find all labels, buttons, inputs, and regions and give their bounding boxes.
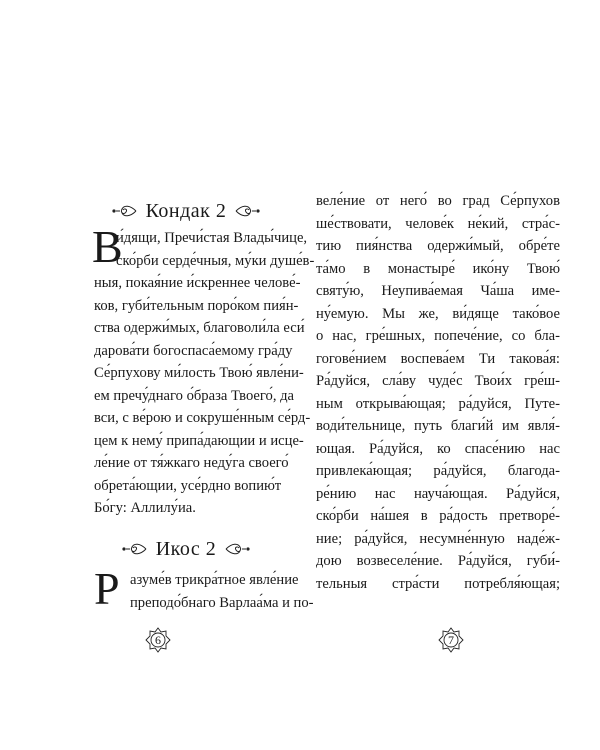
right-line: Ра́дуйся, сла́ву чуде́с Твои́х гре́ш- bbox=[316, 373, 560, 389]
page-number-value: 7 bbox=[448, 633, 454, 647]
kondak-line: обрета́ющии, усе́рдно вопию́т bbox=[94, 477, 282, 494]
right-line: о нас, гре́шных, попече́ние, со бла- bbox=[316, 328, 560, 344]
kondak-dropcap: В bbox=[92, 221, 123, 272]
kondak-line: ныя, покая́ние и́скреннее челове́- bbox=[94, 275, 301, 291]
right-line: води́тельнице, путь благи́й им явля́- bbox=[316, 418, 560, 434]
right-ornament-icon bbox=[234, 204, 262, 218]
right-line: ско́рби на́шея в ра́дость претворе́- bbox=[316, 508, 560, 524]
ikos-line: азуме́в трикра́тное явле́ние bbox=[130, 572, 299, 588]
kondak-line: цем к нему́ припа́дающии и исце- bbox=[94, 432, 304, 449]
right-line: ющая. Ра́дуйся, ко спасе́нию нас bbox=[316, 440, 560, 457]
left-ornament-icon bbox=[120, 542, 148, 556]
right-line: веле́ние от него́ во град Се́рпухов bbox=[316, 193, 560, 209]
right-line: привлека́ющая; ра́дуйся, благода- bbox=[316, 463, 560, 479]
ikos-line: преподо́бнаго Варлаа́ма и по- bbox=[130, 594, 314, 611]
kondak-line: дарова́ти богоспаса́емому гра́ду bbox=[94, 342, 293, 359]
ikos-title: Икос 2 bbox=[155, 537, 217, 560]
right-ornament-icon bbox=[224, 542, 252, 556]
right-line: ну́емую. Мы же, ви́дяще тако́вое bbox=[316, 305, 560, 322]
kondak-line: и́дящи, Пречи́стая Влады́чице, bbox=[116, 230, 308, 246]
right-page-text bbox=[316, 190, 560, 595]
ikos-heading bbox=[96, 536, 276, 562]
page-number-right bbox=[438, 627, 464, 653]
right-line: святу́ю, Неупива́емая Ча́ша име- bbox=[316, 283, 560, 299]
ikos-text bbox=[94, 569, 314, 614]
right-line: ние; ра́дуйся, несумне́нную наде́ж- bbox=[316, 530, 560, 547]
right-line: дою возвеселе́ние. Ра́дуйся, губи́- bbox=[316, 553, 560, 569]
kondak-text bbox=[94, 227, 315, 520]
kondak-title: Кондак 2 bbox=[145, 199, 227, 222]
kondak-line: ем пречу́днаго о́браза Твоего́, да bbox=[94, 387, 295, 404]
right-line: ре́нию нас науча́ющая. Ра́дуйся, bbox=[316, 485, 560, 502]
kondak-heading bbox=[96, 198, 276, 224]
right-line: ным открыва́ющая; ра́дуйся, Путе- bbox=[316, 395, 560, 412]
kondak-line: Бо́гу: Аллилу́иа. bbox=[94, 500, 196, 516]
right-line: тию пия́нства одержи́мый, обре́те bbox=[316, 238, 560, 254]
ikos-dropcap: Р bbox=[94, 563, 120, 614]
right-line: та́мо в монастыре́ ико́ну Твою́ bbox=[316, 260, 560, 277]
kondak-line: Се́рпухову ми́лость Твою́ явле́ни- bbox=[94, 365, 304, 381]
kondak-line: ства одержи́мых, благоволи́ла еси́ bbox=[94, 320, 305, 336]
kondak-line: вси, с ве́рою и сокруше́нным се́рд- bbox=[94, 410, 311, 426]
page-number-left bbox=[145, 627, 171, 653]
page-number-value: 6 bbox=[155, 633, 161, 647]
right-line: ше́ствовати, челове́к не́кий, стра́с- bbox=[316, 215, 560, 232]
kondak-line: ско́рби серде́чныя, му́ки душе́в- bbox=[116, 252, 315, 269]
left-ornament-icon bbox=[110, 204, 138, 218]
kondak-line: ков, губи́тельным поро́ком пия́н- bbox=[94, 297, 299, 314]
kondak-line: ле́ние от тя́жкаго неду́га своего́ bbox=[94, 455, 289, 471]
right-line: гогове́нием воспева́ем Ти такова́я: bbox=[316, 350, 560, 367]
right-line: тельныя стра́сти потребля́ющая; bbox=[316, 575, 560, 592]
